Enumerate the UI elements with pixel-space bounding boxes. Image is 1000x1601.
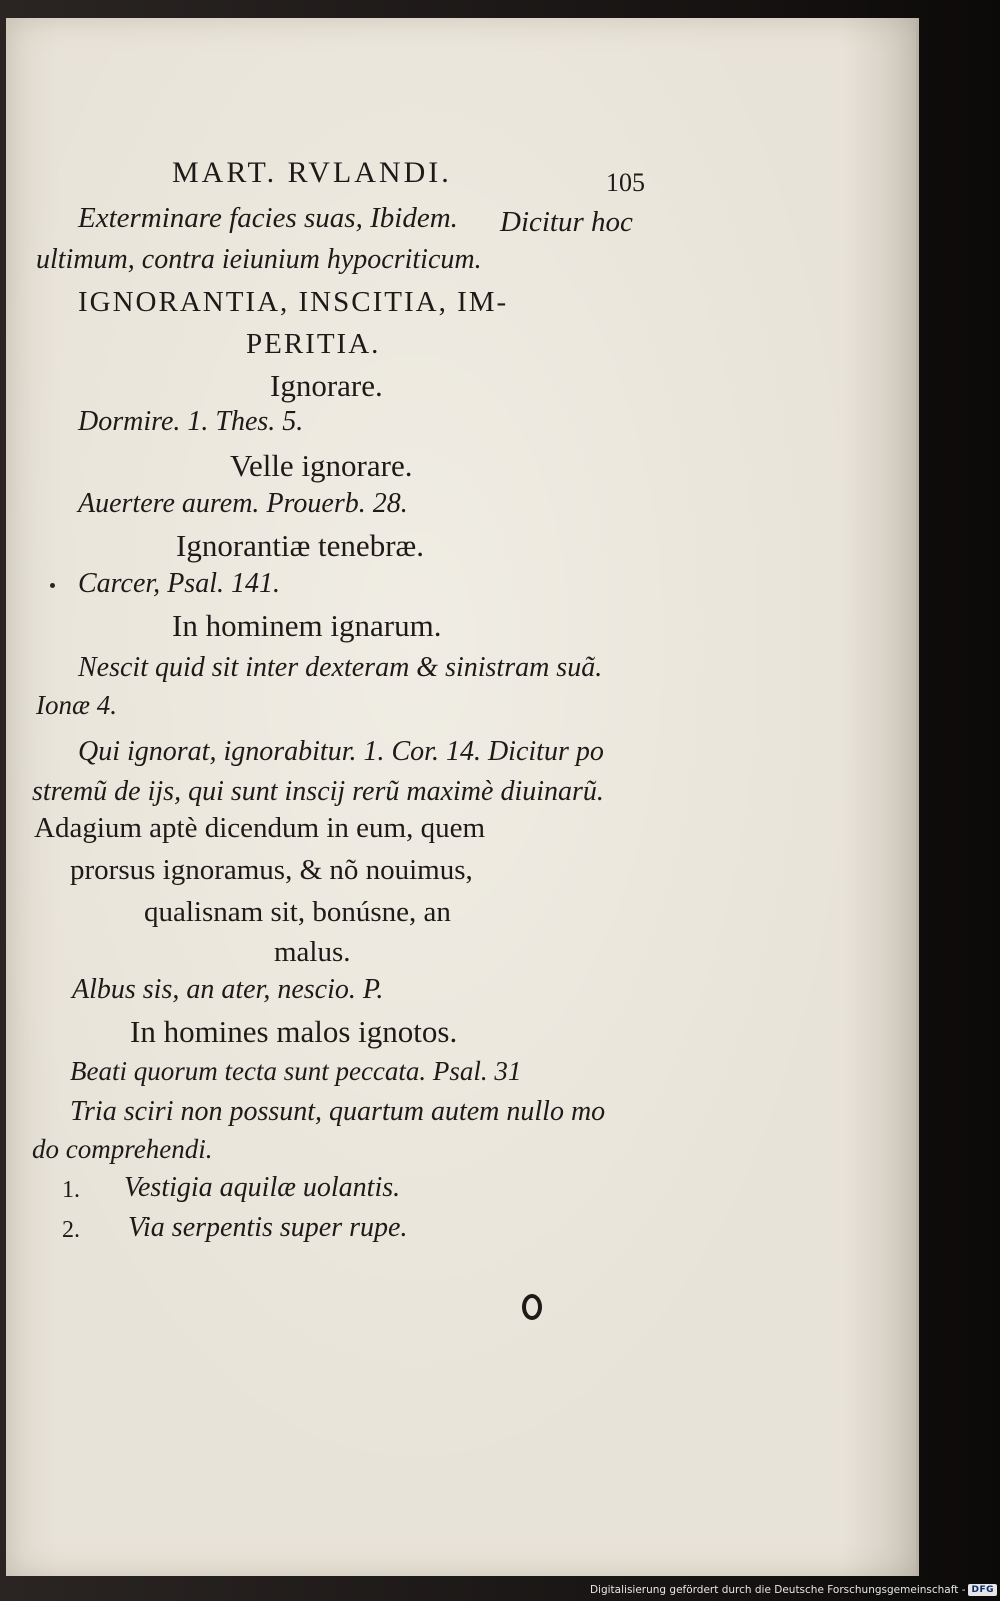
text-line-6: Nescit quid sit inter dexteram & sinistram suã.: [78, 652, 603, 683]
list-item-2: Via serpentis super rupe.: [128, 1212, 408, 1243]
text-line-13: do comprehendi.: [32, 1134, 213, 1164]
paragraph-line-4: malus.: [274, 936, 351, 968]
text-line-11: Beati quorum tecta sunt peccata. Psal. 31: [70, 1056, 522, 1086]
paragraph-line-2: prorsus ignoramus, & nõ nouimus,: [70, 854, 473, 886]
subheading-ignorantiae-tenebrae: Ignorantiæ tenebræ.: [176, 528, 424, 563]
text-line-1: [78, 204, 458, 233]
text-line-2: ultimum, contra ieiunium hypocriticum.: [36, 244, 482, 275]
text-line-12: Tria sciri non possunt, quartum autem nullo mo: [70, 1096, 606, 1127]
text-line-4-part-b: Prouerb. 28.: [266, 488, 408, 519]
text-line-5: [78, 570, 280, 598]
list-number-1: 1.: [62, 1177, 80, 1203]
text-line-10: Albus sis, an ater, nescio. P.: [72, 974, 384, 1005]
dfg-logo: DFG: [968, 1584, 997, 1596]
paragraph-line-1: Adagium aptè dicendum in eum, quem: [34, 812, 486, 844]
text-line-7: Ionæ 4.: [36, 690, 117, 720]
text-line-3: Dormire. 1. Thes. 5.: [78, 406, 304, 437]
text-line-1-part-a: Exterminare facies suas,: [78, 202, 371, 234]
page-number: 105: [606, 168, 645, 197]
subheading-in-hominem-ignarum: In hominem ignarum.: [172, 608, 442, 643]
text-line-1-part-b: Ibidem.: [370, 202, 458, 234]
text-line-1-part-c: Dicitur hoc: [500, 206, 633, 238]
text-line-5-part-a: Carcer,: [78, 568, 168, 599]
text-line-8-part-b: 1. Cor. 14. Dicitur po: [363, 736, 604, 767]
text-line-5-part-b: Psal. 141.: [167, 568, 280, 599]
text-line-8: [78, 738, 604, 766]
footer-text: Digitalisierung gefördert durch die Deutsche Forschungsgemeinschaft -: [589, 1584, 966, 1596]
catchword-ornament: [522, 1294, 542, 1320]
list-number-2: 2.: [62, 1217, 80, 1243]
book-page: [6, 18, 919, 1576]
section-heading-line-1: IGNORANTIA, INSCITIA, IM-: [78, 286, 509, 318]
stray-mark: [50, 583, 55, 588]
list-item-1: Vestigia aquilæ uolantis.: [124, 1172, 401, 1203]
text-line-8-part-a: Qui ignorat, ignorabitur.: [78, 736, 364, 767]
paragraph-line-3: qualisnam sit, bonúsne, an: [144, 896, 451, 928]
running-head: MART. RVLANDI.: [172, 156, 452, 189]
subheading-velle-ignorare: Velle ignorare.: [230, 448, 413, 483]
text-line-4-part-a: Auertere aurem.: [78, 488, 267, 519]
section-heading-line-2: PERITIA.: [246, 328, 381, 360]
text-line-9: stremũ de ijs, qui sunt inscij rerũ maximè diuinarũ.: [32, 776, 604, 807]
text-line-4: [78, 490, 408, 518]
digitization-footer: [590, 1582, 997, 1598]
subheading-ignorare: Ignorare.: [270, 368, 383, 403]
subheading-in-homines-malos: In homines malos ignotos.: [130, 1014, 458, 1049]
